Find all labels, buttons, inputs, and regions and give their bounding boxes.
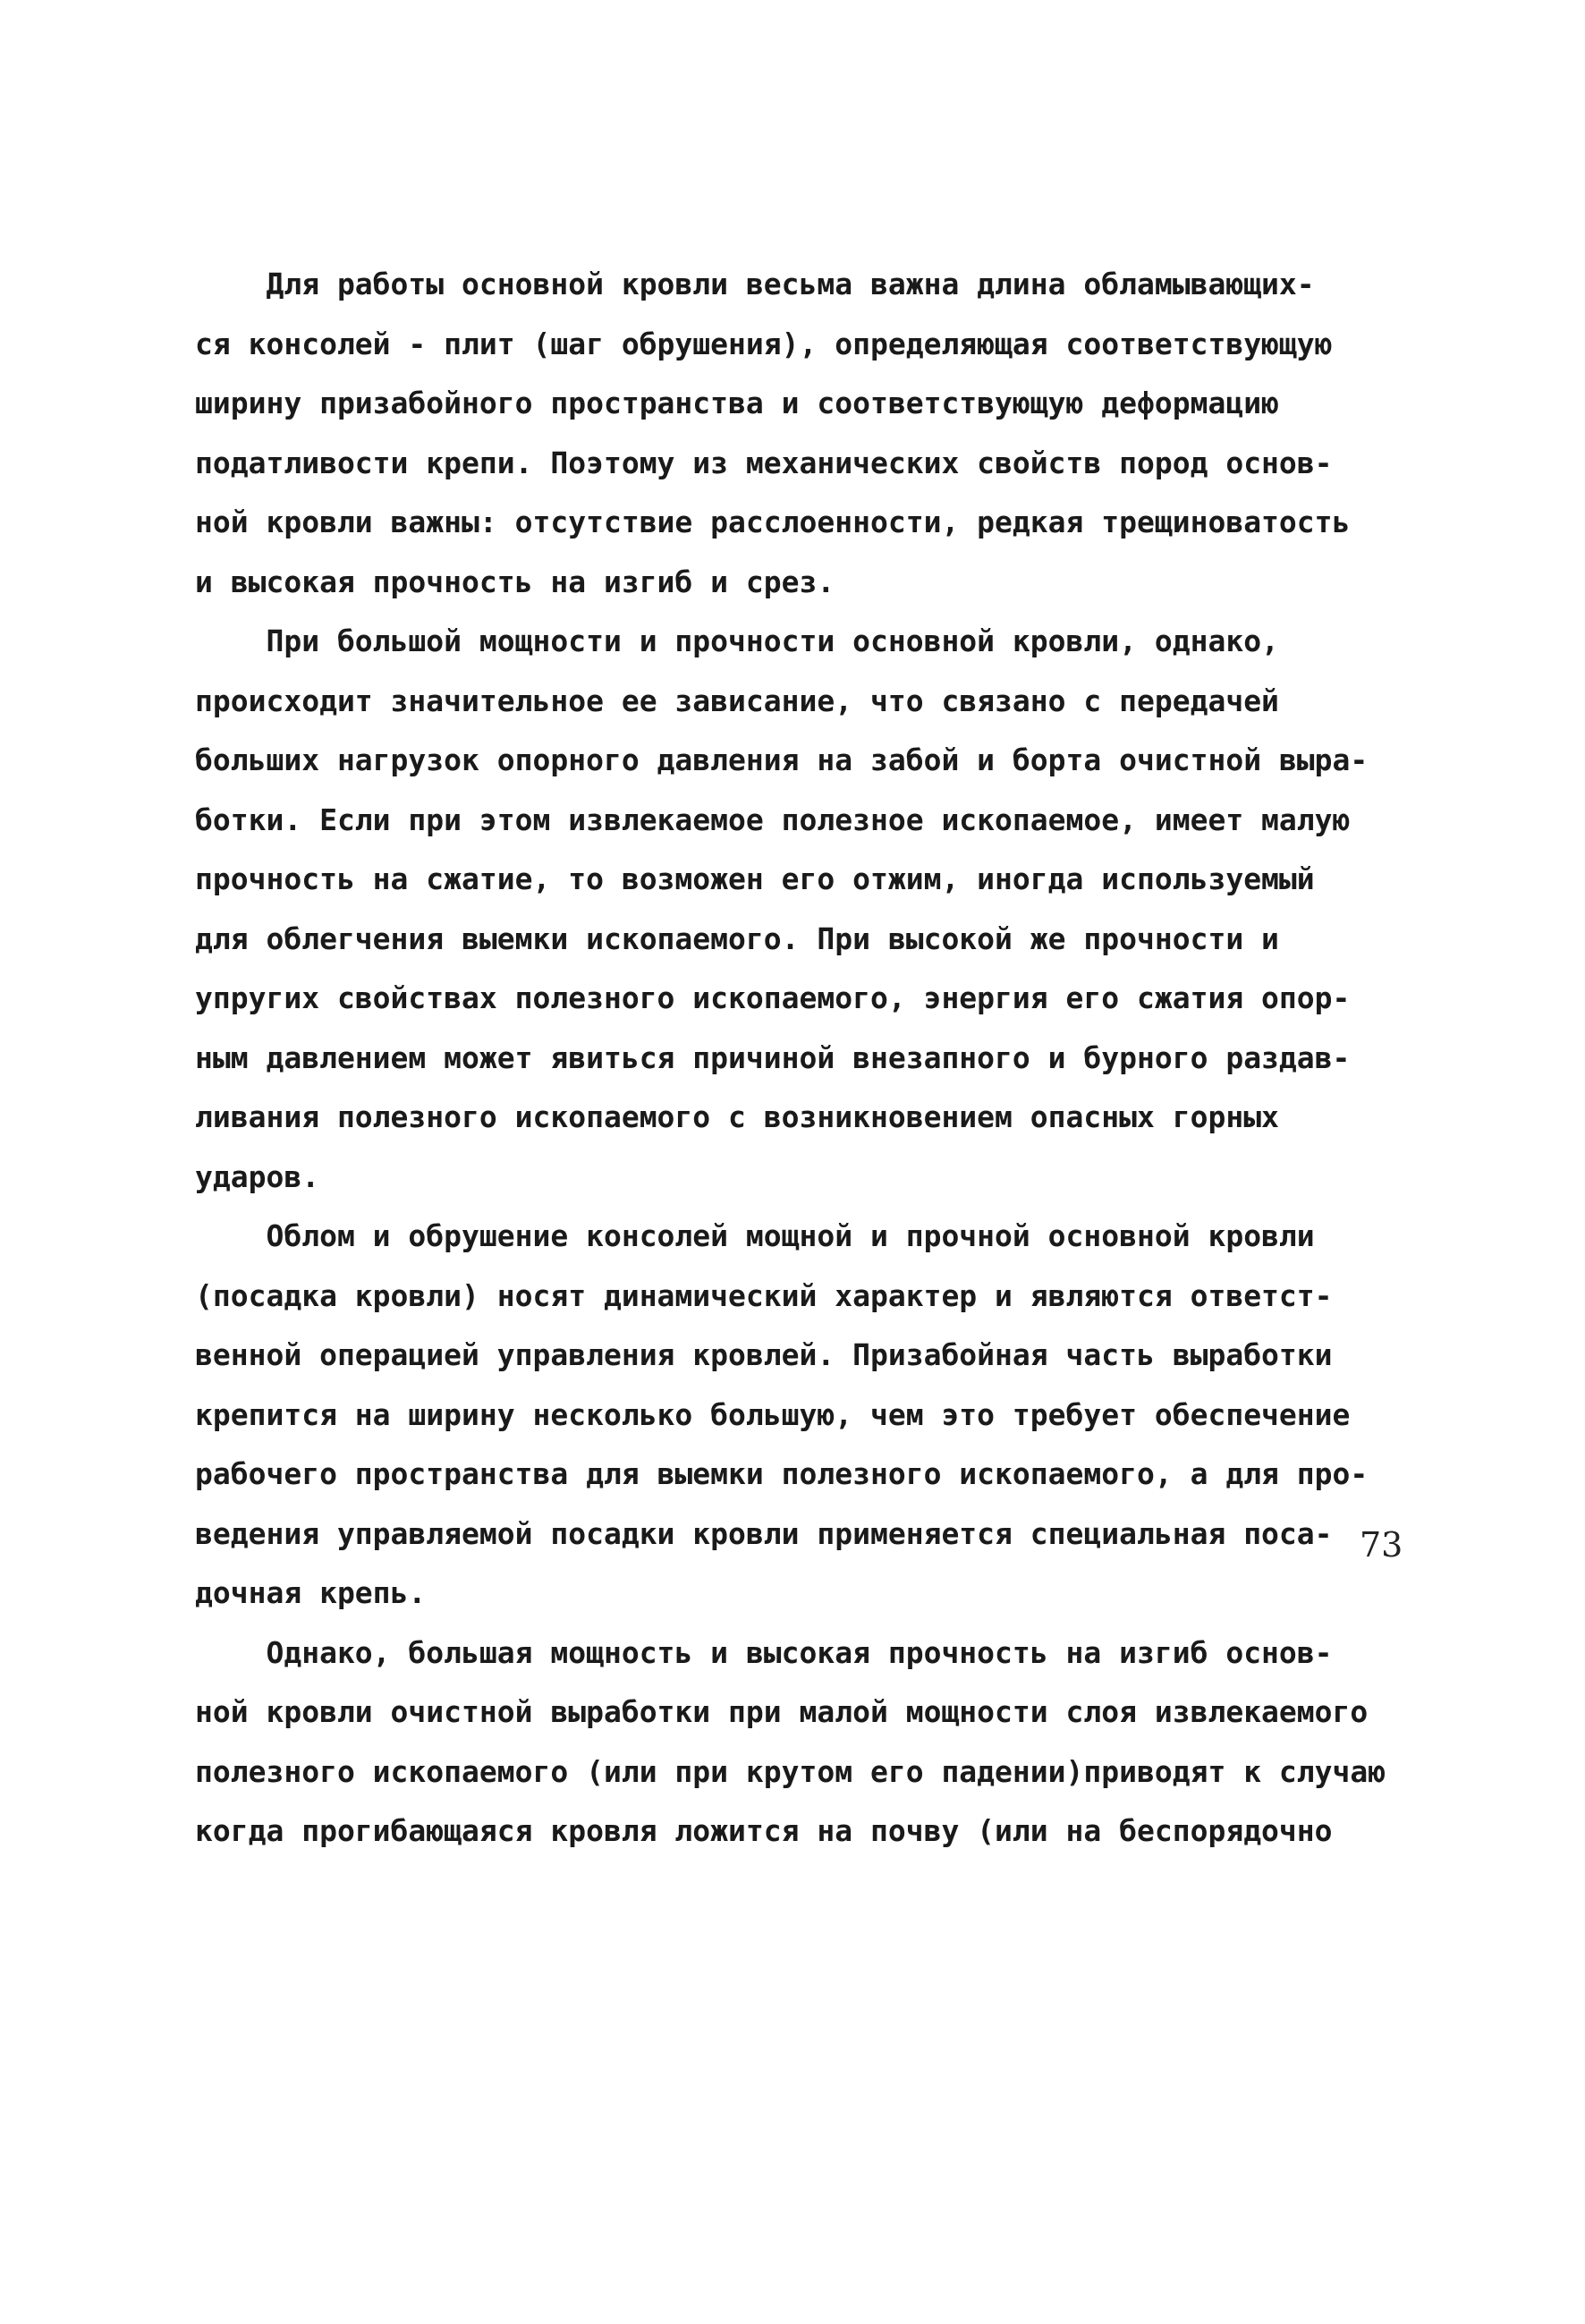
text-line: ширину призабойного пространства и соответствующую деформацию xyxy=(195,386,1279,420)
text-line: податливости крепи. Поэтому из механических свойств пород основ- xyxy=(195,445,1333,480)
text-line: (посадка кровли) носят динамический характер и являются ответст- xyxy=(195,1277,1333,1313)
text-line: когда прогибающаяся кровля ложится на почву (или на беспорядочно xyxy=(195,1813,1333,1848)
text-line: ся консолей - плит (шаг обрушения), определяющая соответствующую xyxy=(195,326,1333,361)
text-line: Для работы основной кровли весьма важна длина обламывающих- xyxy=(195,267,1315,301)
text-line: происходит значительное ее зависание, что связано с передачей xyxy=(195,683,1279,718)
text-line: ной кровли очистной выработки при малой мощности слоя извлекаемого xyxy=(195,1694,1369,1729)
text-line: упругих свойствах полезного ископаемого, энергия его сжатия опор- xyxy=(195,980,1351,1015)
text-line: ведения управляемой посадки кровли применяется специальная поса- xyxy=(195,1515,1333,1551)
text-line: Облом и обрушение консолей мощной и прочной основной кровли xyxy=(195,1218,1315,1253)
text-line: и высокая прочность на изгиб и срез. xyxy=(195,564,835,599)
text-line: ной кровли важны: отсутствие расслоенности, редкая трещиноватость xyxy=(195,505,1351,539)
text-line: полезного ископаемого (или при крутом его падении)приводят к случаю xyxy=(195,1753,1386,1789)
text-line: ным давлением может явиться причиной внезапного и бурного раздав- xyxy=(195,1039,1351,1075)
body-text xyxy=(195,255,1429,1862)
text-line: прочность на сжатие, то возможен его отжим, иногда используемый xyxy=(195,861,1315,896)
text-line: ударов. xyxy=(195,1158,320,1194)
text-line: При большой мощности и прочности основной кровли, однако, xyxy=(195,623,1279,658)
text-line: больших нагрузок опорного давления на забой и борта очистной выра- xyxy=(195,742,1369,777)
page-number: 73 xyxy=(1360,1525,1403,1565)
text-line: дочная крепь. xyxy=(195,1575,427,1610)
text-line: венной операцией управления кровлей. Призабойная часть выработки xyxy=(195,1337,1333,1372)
text-line: ливания полезного ископаемого с возникновением опасных горных xyxy=(195,1099,1279,1134)
text-line: ботки. Если при этом извлекаемое полезное ископаемое, имеет малую xyxy=(195,802,1351,837)
text-line: для облегчения выемки ископаемого. При высокой же прочности и xyxy=(195,920,1279,956)
text-line: рабочего пространства для выемки полезного ископаемого, а для про- xyxy=(195,1456,1369,1491)
text-line: крепится на ширину несколько большую, чем это требует обеспечение xyxy=(195,1396,1351,1432)
text-line: Однако, большая мощность и высокая прочность на изгиб основ- xyxy=(195,1634,1333,1670)
